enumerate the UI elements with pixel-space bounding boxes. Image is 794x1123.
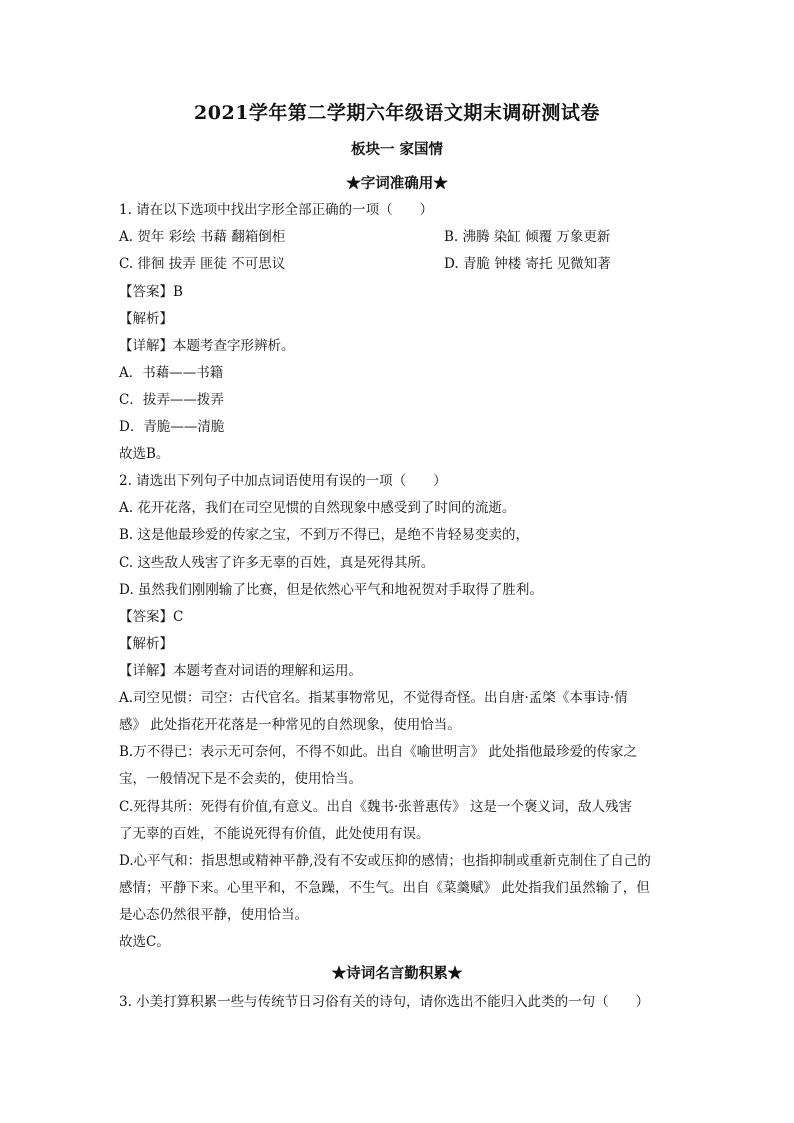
block-heading: 板块一 家国情 — [350, 141, 444, 158]
q1-analysis-label: 【解析】 — [119, 311, 173, 327]
q2-analysis-label: 【解析】 — [119, 636, 173, 652]
q2-explain-a-line1: A.司空见惯：司空：古代官名。指某事物常见，不觉得奇怪。出自唐·孟棨《本事诗·情 — [119, 690, 628, 706]
q1-stem: 1. 请在以下选项中找出字形全部正确的一项（ ） — [119, 202, 434, 218]
q2-stem: 2. 请选出下列句子中加点词语使用有误的一项（ ） — [119, 473, 447, 489]
q2-option-a: A. 花开花落，我们在司空见惯的自然现象中感受到了时间的流逝。 — [119, 500, 516, 516]
q2-detail: 【详解】本题考查对词语的理解和运用。 — [119, 663, 362, 679]
q2-explain-b-line2: 宝，一般情况下是不会卖的，使用恰当。 — [119, 771, 362, 787]
q2-option-b: B. 这是他最珍爱的传家之宝，不到万不得已，是绝不肯轻易变卖的， — [119, 527, 530, 543]
q2-option-c: C. 这些敌人残害了许多无辜的百姓，真是死得其所。 — [119, 555, 435, 571]
q2-answer: 【答案】C — [119, 609, 184, 625]
q1-answer: 【答案】B — [119, 284, 183, 300]
q2-explain-d-line1: D.心平气和：指思想或精神平静,没有不安或压抑的感情；也指抑制或重新克制住了自己的 — [119, 853, 651, 869]
q1-option-c: C. 徘徊 拔弄 匪徒 不可思议 — [119, 256, 286, 272]
q2-explain-d-line2: 感情；平静下来。心里平和，不急躁，不生气。出自《菜羹赋》 此处指我们虽然输了，但 — [119, 880, 650, 896]
q2-explain-a-line2: 感》 此处指花开花落是一种常见的自然现象，使用恰当。 — [119, 717, 461, 733]
q3-stem: 3. 小美打算积累一些与传统节日习俗有关的诗句，请你选出不能归入此类的一句（ ） — [119, 994, 650, 1010]
q1-detail-a: A．书藉——书籍 — [119, 365, 224, 381]
section-heading-words: ★字词准确用★ — [346, 175, 448, 192]
section-heading-poetry: ★诗词名言勤积累★ — [331, 965, 463, 982]
q1-option-b: B. 沸腾 染缸 倾覆 万象更新 — [444, 229, 611, 245]
q1-detail-d: D．青脆——清脆 — [119, 419, 225, 435]
page-title: 2021学年第二学期六年级语文期末调研测试卷 — [194, 102, 600, 124]
q1-option-a: A. 贺年 彩绘 书藉 翻箱倒柜 — [119, 229, 286, 245]
q2-explain-d-line3: 是心态仍然很平静，使用恰当。 — [119, 907, 308, 923]
q2-explain-c-line1: C.死得其所：死得有价值,有意义。出自《魏书·张普惠传》 这是一个褒义词，敌人残害 — [119, 799, 633, 815]
q2-explain-c-line2: 了无辜的百姓，不能说死得有价值，此处使用有误。 — [119, 826, 430, 842]
q1-detail: 【详解】本题考查字形辨析。 — [119, 338, 295, 354]
q2-explain-b-line1: B.万不得已：表示无可奈何，不得不如此。出自《喻世明言》 此处指他最珍爱的传家之 — [119, 744, 638, 760]
q1-option-d: D. 青脆 钟楼 寄托 见微知著 — [444, 256, 611, 272]
q2-conclusion: 故选C。 — [119, 934, 170, 950]
q1-conclusion: 故选B。 — [119, 446, 170, 462]
q1-detail-c: C．拔弄——拨弄 — [119, 392, 224, 408]
q2-option-d: D. 虽然我们刚刚输了比赛，但是依然心平气和地祝贺对手取得了胜利。 — [119, 582, 543, 598]
